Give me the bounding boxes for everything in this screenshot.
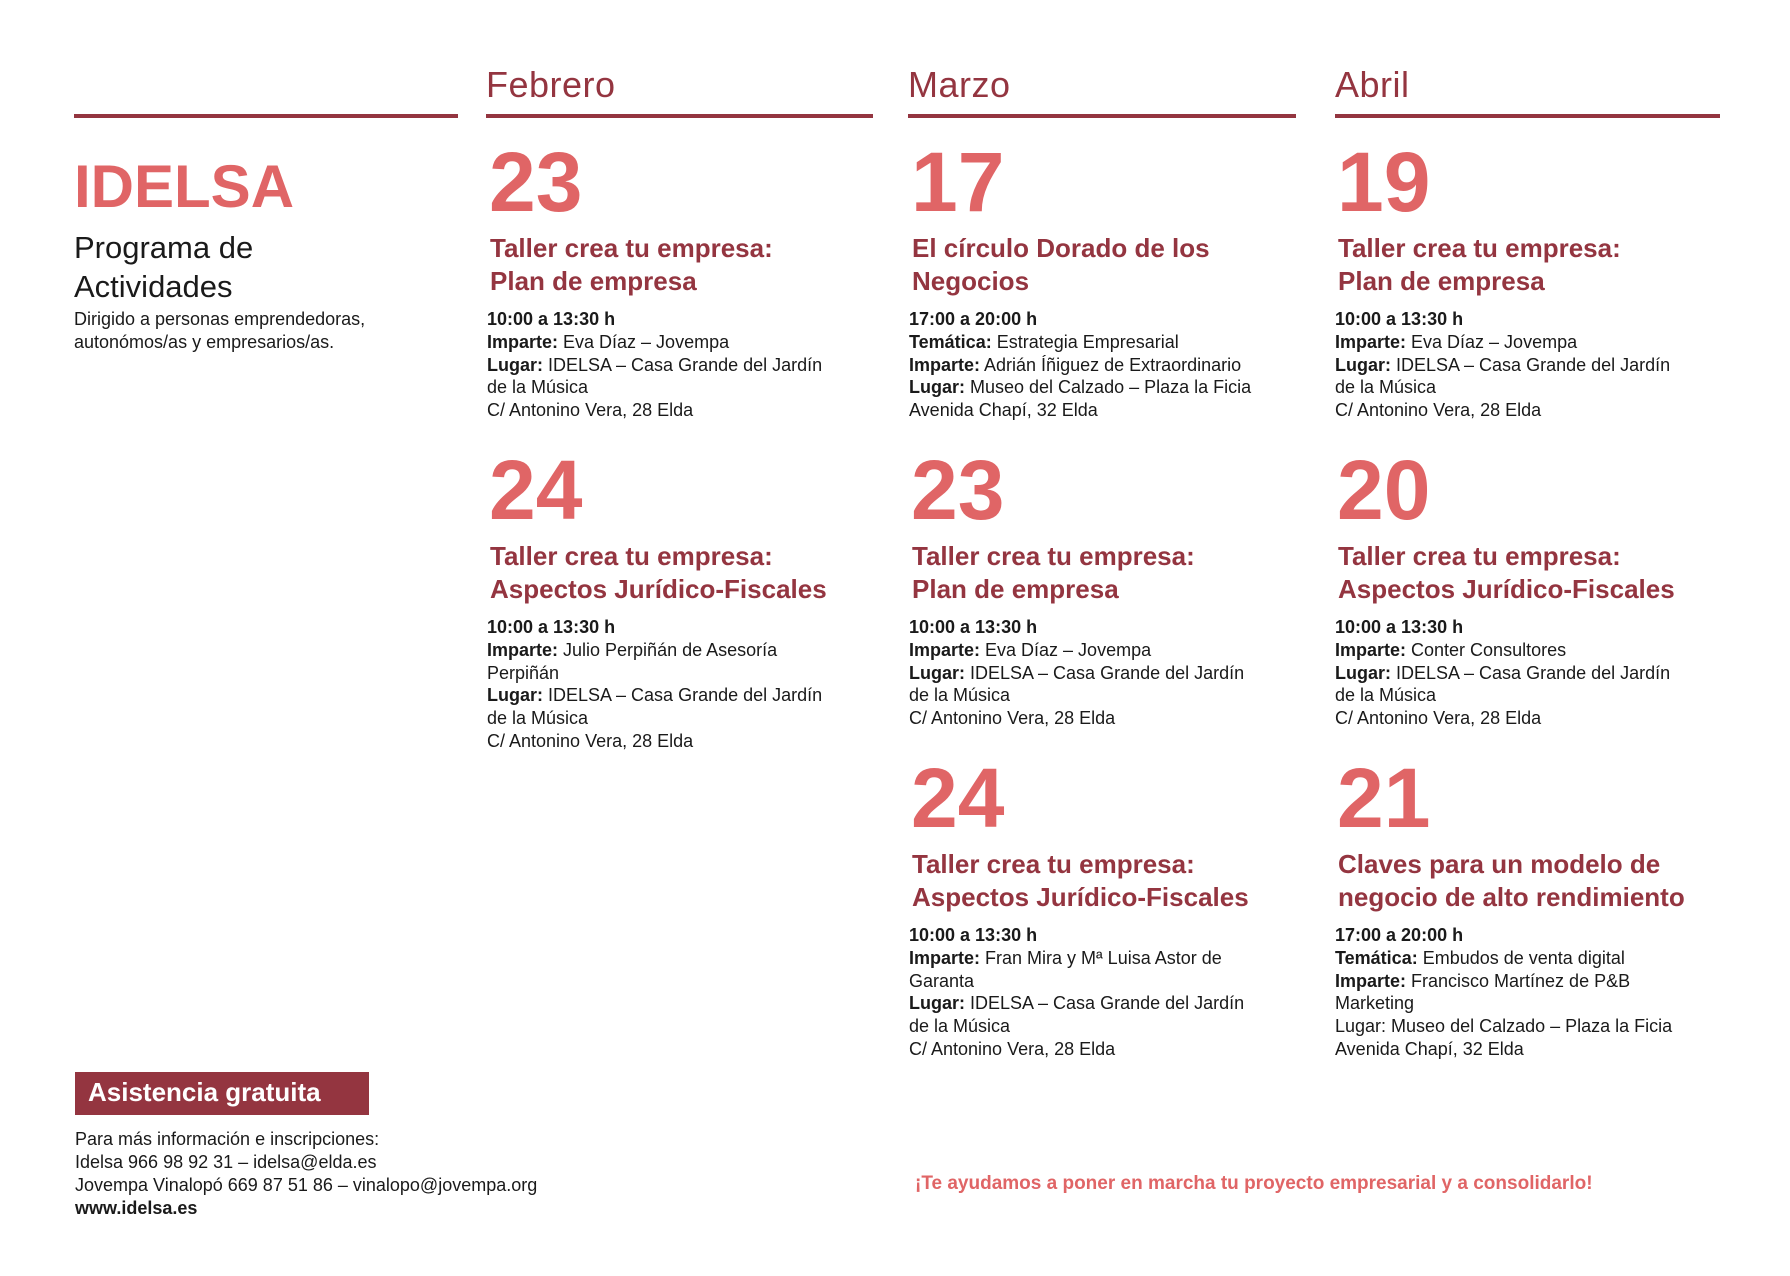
event-time: 10:00 a 13:30 h xyxy=(1335,309,1464,329)
event-title-line: Taller crea tu empresa: xyxy=(490,233,773,263)
event-detail-line xyxy=(1335,1015,1735,1038)
event-title-line: Taller crea tu empresa: xyxy=(912,541,1195,571)
event-marzo-17 xyxy=(909,135,1309,422)
month-heading-febrero: Febrero xyxy=(486,64,616,105)
detail-label: Lugar: xyxy=(487,354,543,375)
contact-info xyxy=(75,1128,537,1220)
detail-text: Museo del Calzado – Plaza la Ficia xyxy=(965,377,1252,398)
detail-label: Lugar: xyxy=(1335,354,1391,375)
event-day: 24 xyxy=(911,751,1005,845)
event-detail-line xyxy=(1335,684,1735,707)
event-title-line: Taller crea tu empresa: xyxy=(912,849,1195,879)
detail-text: Fran Mira y Mª Luisa Astor de xyxy=(980,947,1222,968)
detail-text: de la Música xyxy=(1335,377,1437,398)
event-title-line: Plan de empresa xyxy=(912,574,1119,604)
detail-text: de la Música xyxy=(487,377,589,398)
event-detail-line xyxy=(909,1015,1309,1038)
event-details xyxy=(909,924,1309,1061)
event-title-line: negocio de alto rendimiento xyxy=(1338,882,1685,912)
event-title-line: El círculo Dorado de los xyxy=(912,233,1210,263)
event-detail-line xyxy=(487,707,887,730)
event-detail-line xyxy=(1335,399,1735,422)
event-title-line: Taller crea tu empresa: xyxy=(1338,233,1621,263)
detail-text: IDELSA – Casa Grande del Jardín xyxy=(543,685,823,706)
event-details xyxy=(909,616,1309,730)
detail-text: C/ Antonino Vera, 28 Elda xyxy=(487,730,694,751)
event-detail-line xyxy=(909,707,1309,730)
event-detail-line xyxy=(1335,639,1735,662)
event-title-line: Claves para un modelo de xyxy=(1338,849,1661,879)
event-detail-line xyxy=(1335,376,1735,399)
detail-text: C/ Antonino Vera, 28 Elda xyxy=(487,400,694,421)
event-day: 17 xyxy=(911,135,1005,229)
detail-label: Temática: xyxy=(1335,947,1418,968)
event-detail-line xyxy=(1335,707,1735,730)
event-detail-line xyxy=(1335,947,1735,970)
event-title xyxy=(912,540,1309,606)
event-detail-line xyxy=(909,1038,1309,1061)
detail-text: Estrategia Empresarial xyxy=(991,331,1179,352)
event-febrero-24 xyxy=(487,443,887,753)
event-title-line: Plan de empresa xyxy=(1338,266,1545,296)
event-title-line: Aspectos Jurídico-Fiscales xyxy=(490,574,827,604)
event-detail-line xyxy=(909,354,1309,377)
detail-label: Lugar: xyxy=(909,993,965,1014)
event-day: 24 xyxy=(489,443,583,537)
month-heading-abril: Abril xyxy=(1335,64,1410,105)
event-time: 10:00 a 13:30 h xyxy=(1335,617,1464,637)
detail-text: Eva Díaz – Jovempa xyxy=(1406,331,1578,352)
event-detail-line xyxy=(487,376,887,399)
event-detail-line xyxy=(1335,1038,1735,1061)
subtitle-line: Programa de xyxy=(74,230,254,265)
brand-title: IDELSA xyxy=(74,153,295,220)
event-title xyxy=(912,232,1309,298)
detail-text: C/ Antonino Vera, 28 Elda xyxy=(1335,400,1542,421)
event-detail-line xyxy=(909,947,1309,970)
event-detail-line xyxy=(487,684,887,707)
detail-text: de la Música xyxy=(909,685,1011,706)
detail-label: Lugar: xyxy=(487,685,543,706)
detail-text: Avenida Chapí, 32 Elda xyxy=(909,400,1098,421)
event-detail-line xyxy=(487,354,887,377)
detail-text: de la Música xyxy=(909,1016,1011,1037)
event-detail-line xyxy=(909,662,1309,685)
event-title-line: Aspectos Jurídico-Fiscales xyxy=(912,882,1249,912)
subtitle-line: Actividades xyxy=(74,269,233,304)
event-detail-line xyxy=(1335,662,1735,685)
event-abril-20 xyxy=(1335,443,1735,730)
event-detail-line xyxy=(487,662,887,685)
event-details xyxy=(1335,616,1735,730)
event-title xyxy=(1338,540,1735,606)
event-title xyxy=(490,540,887,606)
event-detail-line xyxy=(1335,970,1735,993)
event-febrero-23 xyxy=(487,135,887,422)
detail-text: de la Música xyxy=(487,708,589,729)
event-title-line: Plan de empresa xyxy=(490,266,697,296)
detail-text: C/ Antonino Vera, 28 Elda xyxy=(1335,708,1542,729)
detail-text: IDELSA – Casa Grande del Jardín xyxy=(965,662,1245,683)
detail-text: Eva Díaz – Jovempa xyxy=(558,331,730,352)
detail-text: Garanta xyxy=(909,970,975,991)
detail-text: Adrián Íñiguez de Extraordinario xyxy=(980,354,1242,375)
marzo-rule xyxy=(908,114,1296,118)
event-title-line: Negocios xyxy=(912,266,1030,296)
event-details xyxy=(1335,924,1735,1061)
event-detail-line xyxy=(1335,992,1735,1015)
event-detail-line xyxy=(909,376,1309,399)
event-day: 23 xyxy=(489,135,583,229)
slogan: ¡Te ayudamos a poner en marcha tu proyecto empresarial y a consolidarlo! xyxy=(915,1173,1593,1194)
detail-label: Imparte: xyxy=(1335,639,1407,660)
detail-text: IDELSA – Casa Grande del Jardín xyxy=(543,354,823,375)
event-detail-line xyxy=(487,639,887,662)
detail-label: Imparte: xyxy=(1335,331,1407,352)
detail-text: C/ Antonino Vera, 28 Elda xyxy=(909,708,1116,729)
event-detail-line xyxy=(909,684,1309,707)
event-day: 23 xyxy=(911,443,1005,537)
detail-label: Lugar: xyxy=(909,662,965,683)
event-detail-line xyxy=(909,399,1309,422)
event-abril-21 xyxy=(1335,751,1735,1061)
event-detail-line xyxy=(487,730,887,753)
detail-text: Marketing xyxy=(1335,993,1415,1014)
event-title xyxy=(490,232,887,298)
event-detail-line xyxy=(909,639,1309,662)
event-time: 10:00 a 13:30 h xyxy=(487,617,616,637)
info-line-idelsa: Idelsa 966 98 92 31 – idelsa@elda.es xyxy=(75,1152,377,1172)
abril-rule xyxy=(1335,114,1720,118)
event-title xyxy=(1338,848,1735,914)
event-time: 17:00 a 20:00 h xyxy=(909,309,1038,329)
detail-text: Julio Perpiñán de Asesoría xyxy=(558,639,778,660)
event-time: 10:00 a 13:30 h xyxy=(909,617,1038,637)
detail-label: Lugar: xyxy=(1335,662,1391,683)
program-subtitle xyxy=(74,228,253,306)
detail-label: Temática: xyxy=(909,331,992,352)
description-line: autonómos/as y empresarios/as. xyxy=(74,332,335,352)
event-details xyxy=(909,308,1309,422)
detail-label: Imparte: xyxy=(487,331,559,352)
detail-text: Lugar: Museo del Calzado – Plaza la Ficia xyxy=(1335,1016,1673,1037)
event-marzo-24 xyxy=(909,751,1309,1061)
detail-text: C/ Antonino Vera, 28 Elda xyxy=(909,1038,1116,1059)
event-details xyxy=(487,308,887,422)
badge-label: Asistencia gratuita xyxy=(88,1077,321,1107)
event-abril-19 xyxy=(1335,135,1735,422)
sidebar-rule xyxy=(74,114,458,118)
event-detail-line xyxy=(1335,354,1735,377)
free-attendance-badge xyxy=(75,1072,369,1115)
event-title-line: Taller crea tu empresa: xyxy=(490,541,773,571)
event-detail-line xyxy=(1335,331,1735,354)
detail-text: Conter Consultores xyxy=(1406,639,1567,660)
detail-text: Perpiñán xyxy=(487,662,560,683)
detail-text: Francisco Martínez de P&B xyxy=(1406,970,1631,991)
event-detail-line xyxy=(909,970,1309,993)
event-detail-line xyxy=(909,992,1309,1015)
event-detail-line xyxy=(487,399,887,422)
website-link[interactable]: www.idelsa.es xyxy=(75,1198,198,1218)
event-details xyxy=(1335,308,1735,422)
event-title xyxy=(912,848,1309,914)
detail-label: Lugar: xyxy=(909,377,965,398)
detail-label: Imparte: xyxy=(909,354,981,375)
detail-text: IDELSA – Casa Grande del Jardín xyxy=(1391,354,1671,375)
febrero-rule xyxy=(486,114,873,118)
event-time: 10:00 a 13:30 h xyxy=(487,309,616,329)
detail-text: Eva Díaz – Jovempa xyxy=(980,639,1152,660)
detail-text: Embudos de venta digital xyxy=(1417,947,1625,968)
event-marzo-23 xyxy=(909,443,1309,730)
event-detail-line xyxy=(487,331,887,354)
description-line: Dirigido a personas emprendedoras, xyxy=(74,309,366,329)
event-title-line: Taller crea tu empresa: xyxy=(1338,541,1621,571)
info-line: Para más información e inscripciones: xyxy=(75,1129,380,1149)
event-time: 17:00 a 20:00 h xyxy=(1335,925,1464,945)
detail-label: Imparte: xyxy=(1335,970,1407,991)
detail-label: Imparte: xyxy=(909,639,981,660)
event-details xyxy=(487,616,887,753)
event-day: 19 xyxy=(1337,135,1431,229)
event-day: 21 xyxy=(1337,751,1431,845)
event-time: 10:00 a 13:30 h xyxy=(909,925,1038,945)
detail-label: Imparte: xyxy=(909,947,981,968)
month-heading-marzo: Marzo xyxy=(908,64,1011,105)
detail-label: Imparte: xyxy=(487,639,559,660)
event-title xyxy=(1338,232,1735,298)
event-day: 20 xyxy=(1337,443,1431,537)
audience-description xyxy=(74,308,365,354)
detail-text: de la Música xyxy=(1335,685,1437,706)
event-title-line: Aspectos Jurídico-Fiscales xyxy=(1338,574,1675,604)
detail-text: IDELSA – Casa Grande del Jardín xyxy=(965,993,1245,1014)
detail-text: IDELSA – Casa Grande del Jardín xyxy=(1391,662,1671,683)
event-detail-line xyxy=(909,331,1309,354)
info-line-jovempa: Jovempa Vinalopó 669 87 51 86 – vinalopo@jovempa.org xyxy=(75,1175,538,1195)
detail-text: Avenida Chapí, 32 Elda xyxy=(1335,1038,1524,1059)
